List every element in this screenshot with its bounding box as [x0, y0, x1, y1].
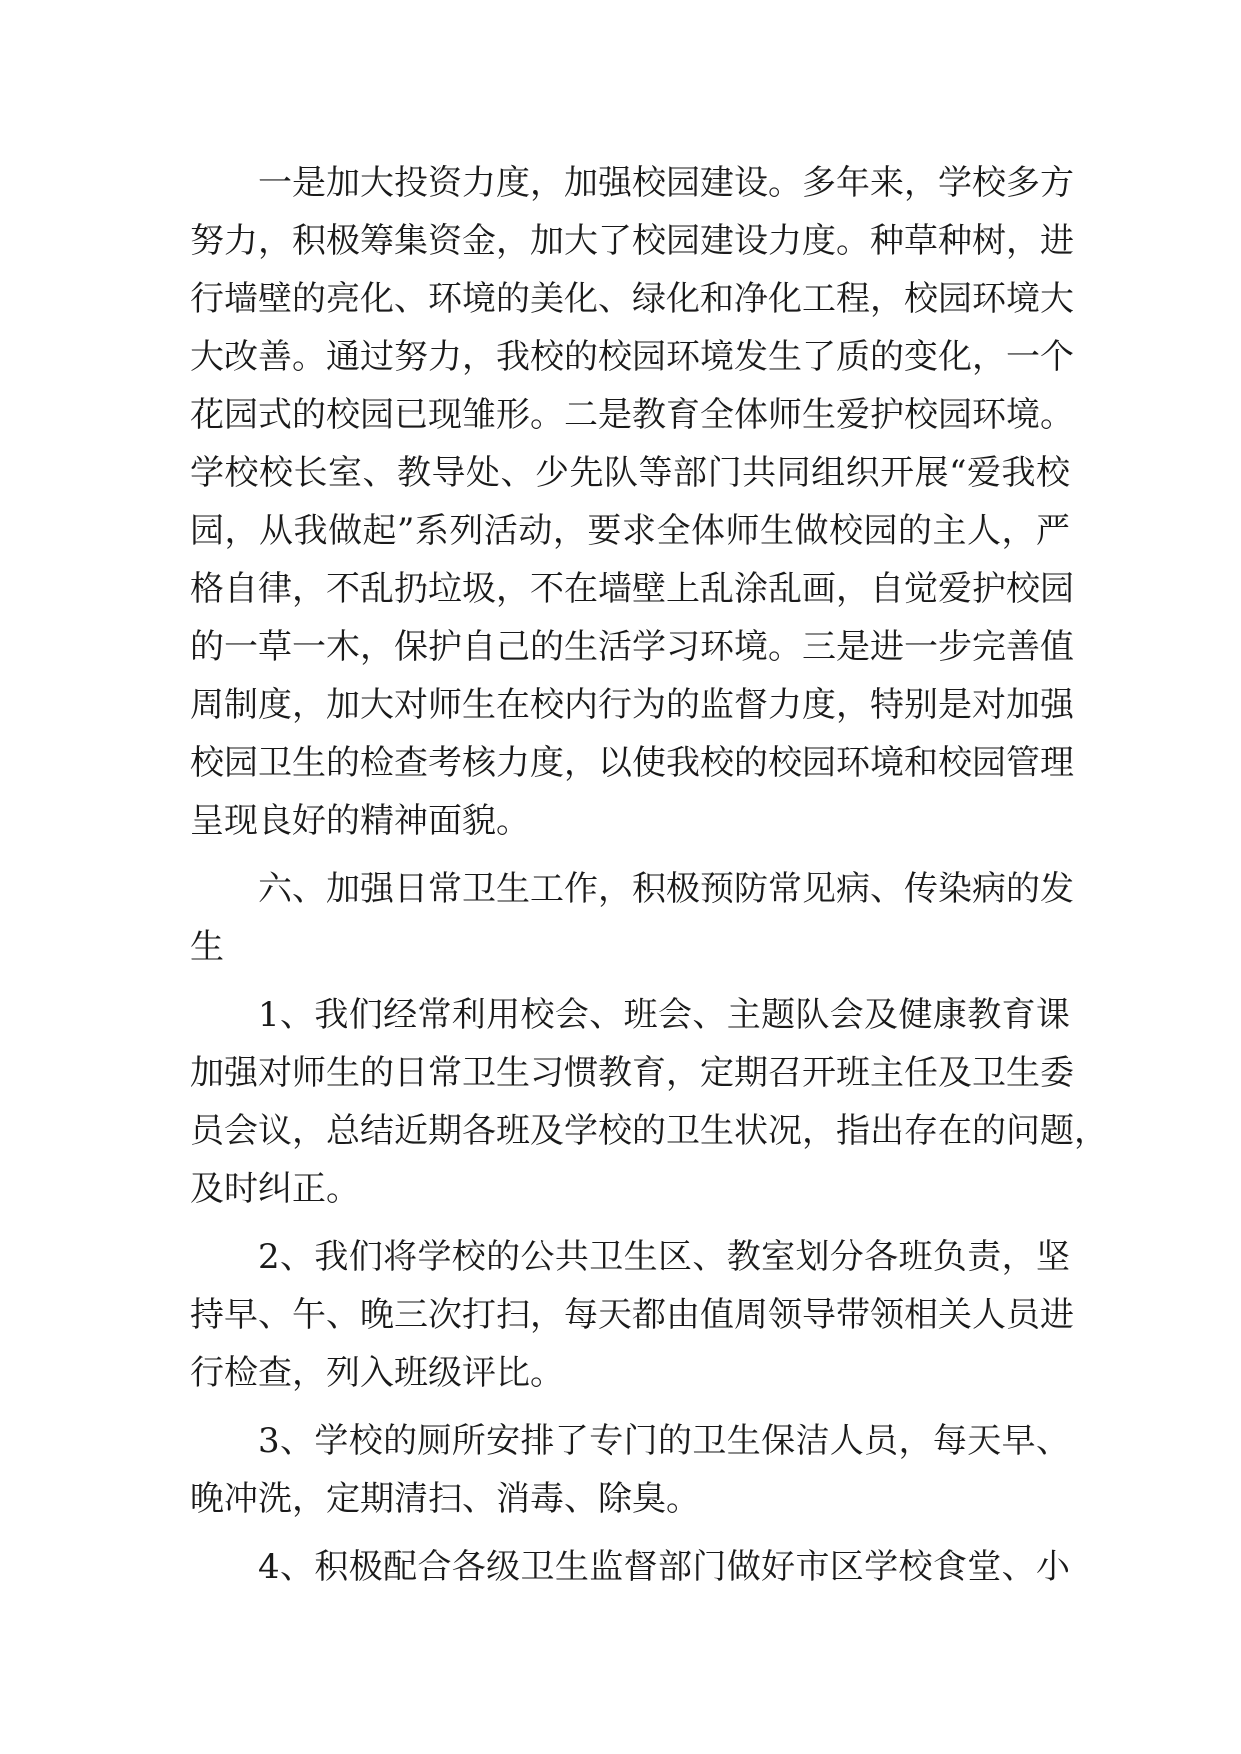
text-line: 1、我们经常利用校会、班会、主题队会及健康教育课 — [258, 995, 1070, 1035]
section-heading-continuation: 生 — [190, 927, 224, 967]
text-line: 园，从我做起”系列活动，要求全体师生做校园的主人，严 — [190, 511, 1070, 551]
text-line: 员会议，总结近期各班及学校的卫生状况，指出存在的问题， — [190, 1111, 1108, 1151]
text-line: 学校校长室、教导处、少先队等部门共同组织开展“爱我校 — [190, 453, 1070, 493]
text-line: 持早、午、晚三次打扫，每天都由值周领导带领相关人员进 — [190, 1295, 1074, 1335]
section-heading: 六、加强日常卫生工作，积极预防常见病、传染病的发 — [258, 869, 1074, 909]
text-line: 加强对师生的日常卫生习惯教育，定期召开班主任及卫生委 — [190, 1053, 1074, 1093]
text-line: 4、积极配合各级卫生监督部门做好市区学校食堂、小 — [258, 1547, 1070, 1587]
text-line: 行墙壁的亮化、环境的美化、绿化和净化工程，校园环境大 — [190, 279, 1074, 319]
text-line: 晚冲洗，定期清扫、消毒、除臭。 — [190, 1479, 700, 1519]
text-line: 3、学校的厕所安排了专门的卫生保洁人员，每天早、 — [258, 1421, 1070, 1461]
text-line: 的一草一木，保护自己的生活学习环境。三是进一步完善值 — [190, 627, 1074, 667]
text-line: 一是加大投资力度，加强校园建设。多年来，学校多方 — [258, 163, 1074, 203]
text-line: 呈现良好的精神面貌。 — [190, 801, 530, 841]
text-line: 格自律，不乱扔垃圾，不在墙壁上乱涂乱画，自觉爱护校园 — [190, 569, 1074, 609]
text-line: 周制度，加大对师生在校内行为的监督力度，特别是对加强 — [190, 685, 1074, 725]
text-line: 努力，积极筹集资金，加大了校园建设力度。种草种树，进 — [190, 221, 1074, 261]
text-line: 大改善。通过努力，我校的校园环境发生了质的变化，一个 — [190, 337, 1074, 377]
text-line: 校园卫生的检查考核力度，以使我校的校园环境和校园管理 — [190, 743, 1074, 783]
text-line: 花园式的校园已现雏形。二是教育全体师生爱护校园环境。 — [190, 395, 1074, 435]
text-line: 行检查，列入班级评比。 — [190, 1353, 564, 1393]
text-line: 及时纠正。 — [190, 1169, 360, 1209]
text-line: 2、我们将学校的公共卫生区、教室划分各班负责，坚 — [258, 1237, 1070, 1277]
